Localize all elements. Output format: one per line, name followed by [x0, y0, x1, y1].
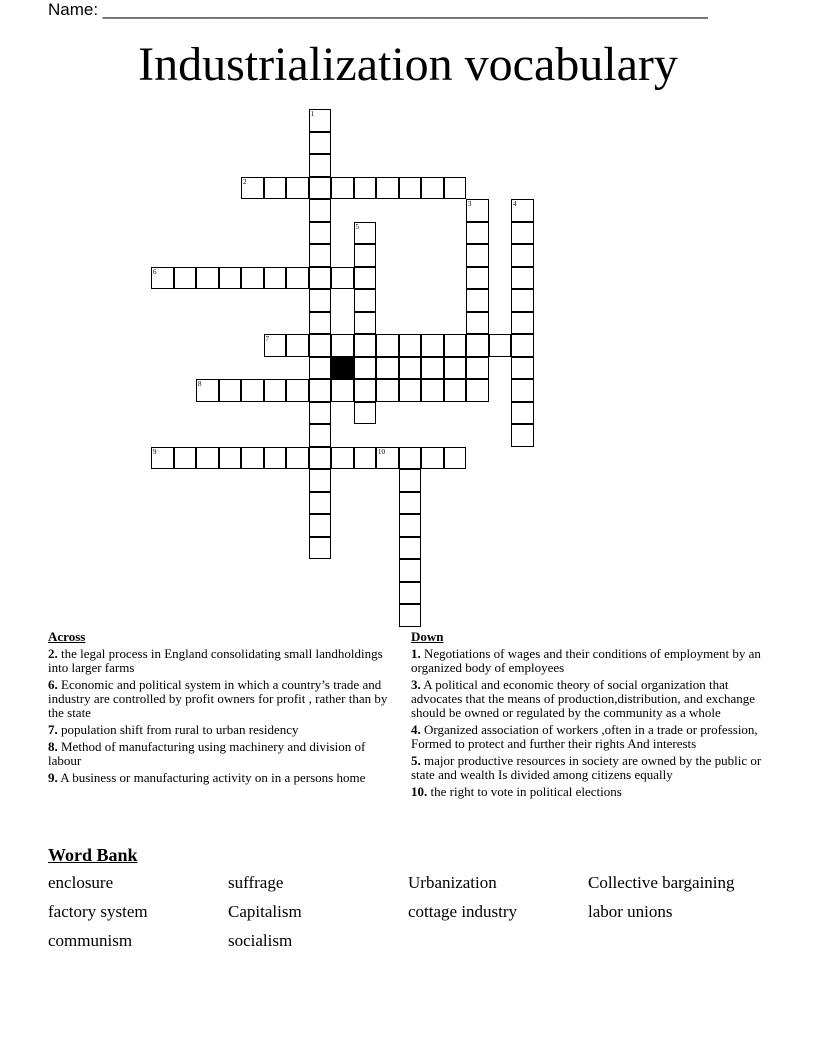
- grid-cell[interactable]: [174, 447, 197, 470]
- grid-cell[interactable]: [309, 402, 332, 425]
- grid-cell[interactable]: [354, 312, 377, 335]
- grid-cell[interactable]: [196, 379, 219, 402]
- grid-cell[interactable]: [331, 334, 354, 357]
- clue-number: 7: [265, 335, 269, 343]
- clue-number: 2: [243, 177, 247, 186]
- grid-cell[interactable]: [309, 132, 332, 155]
- grid-cell[interactable]: [331, 379, 354, 402]
- grid-cell[interactable]: [331, 177, 354, 200]
- grid-cell[interactable]: [376, 177, 399, 200]
- grid-cell[interactable]: [466, 199, 489, 222]
- page-title: Industrialization vocabulary: [138, 38, 678, 91]
- grid-cell[interactable]: [309, 469, 332, 492]
- grid-cell[interactable]: [466, 289, 489, 312]
- grid-cell[interactable]: [399, 559, 422, 582]
- grid-cell[interactable]: [309, 357, 332, 380]
- grid-cell[interactable]: [219, 267, 242, 290]
- grid-cell[interactable]: [151, 447, 174, 470]
- grid-cell[interactable]: [399, 604, 422, 627]
- grid-cell[interactable]: [151, 267, 174, 290]
- word-bank-heading: Word Bank: [48, 845, 138, 865]
- grid-cell[interactable]: [444, 334, 467, 357]
- across-clues: [48, 630, 398, 788]
- grid-cell[interactable]: [376, 357, 399, 380]
- word-bank-item: labor unions: [588, 902, 673, 921]
- grid-cell[interactable]: [286, 177, 309, 200]
- grid-cell[interactable]: [309, 447, 332, 470]
- word-bank-item: Urbanization: [408, 873, 497, 892]
- clue-across-8: 8. Method of manufacturing using machinery and division of labour: [48, 739, 366, 768]
- grid-cell[interactable]: [489, 334, 512, 357]
- clue-number: 6: [153, 267, 157, 276]
- grid-cell[interactable]: [354, 402, 377, 425]
- grid-cell[interactable]: [241, 379, 264, 402]
- clue-number: 5: [355, 222, 359, 231]
- grid-cell[interactable]: [264, 267, 287, 290]
- grid-cell[interactable]: [399, 537, 422, 560]
- grid-cell[interactable]: [309, 312, 332, 335]
- grid-cell[interactable]: [466, 357, 489, 380]
- grid-cell[interactable]: [511, 334, 534, 357]
- clue-number: 4: [513, 200, 517, 208]
- grid-cell[interactable]: [466, 222, 489, 245]
- blocked-cell: [331, 357, 354, 380]
- clue-down-3: 3. A political and economic theory of social organization that advocates that the means of production,distribution, and exchange should be owned or regulated by the community as a whole: [411, 677, 756, 720]
- clue-number: 10: [378, 447, 385, 456]
- down-heading: Down: [411, 629, 444, 644]
- grid-cell[interactable]: [511, 379, 534, 402]
- grid-cell[interactable]: [421, 357, 444, 380]
- grid-cell[interactable]: [309, 199, 332, 222]
- grid-cell[interactable]: [241, 447, 264, 470]
- grid-cell[interactable]: [376, 447, 399, 470]
- grid-cell[interactable]: [421, 334, 444, 357]
- down-clues: [411, 630, 766, 802]
- grid-cell[interactable]: [511, 402, 534, 425]
- grid-cell[interactable]: [286, 447, 309, 470]
- grid-cell[interactable]: [444, 447, 467, 470]
- grid-cell[interactable]: [309, 492, 332, 515]
- grid-cell[interactable]: [354, 289, 377, 312]
- grid-cell[interactable]: [511, 267, 534, 290]
- grid-cell[interactable]: [511, 357, 534, 380]
- grid-cell[interactable]: [444, 357, 467, 380]
- grid-cell[interactable]: [399, 582, 422, 605]
- grid-cell[interactable]: [399, 469, 422, 492]
- grid-cell[interactable]: [309, 537, 332, 560]
- word-bank-item: enclosure: [48, 873, 114, 892]
- grid-cell[interactable]: [241, 267, 264, 290]
- grid-cell[interactable]: [444, 177, 467, 200]
- grid-cell[interactable]: [511, 199, 534, 222]
- grid-cell[interactable]: [331, 267, 354, 290]
- grid-cell[interactable]: [309, 267, 332, 290]
- word-bank-item: cottage industry: [408, 902, 518, 921]
- grid-cell[interactable]: [354, 334, 377, 357]
- grid-cell[interactable]: [399, 447, 422, 470]
- clue-number: 1: [310, 110, 314, 118]
- grid-cell[interactable]: [309, 379, 332, 402]
- clue-across-9: 9. A business or manufacturing activity on in a persons home: [48, 770, 366, 785]
- grid-cell[interactable]: [309, 424, 332, 447]
- grid-cell[interactable]: [309, 222, 332, 245]
- word-bank-item: Capitalism: [228, 902, 302, 921]
- word-bank: [48, 873, 788, 951]
- grid-cell[interactable]: [196, 447, 219, 470]
- grid-cell[interactable]: [331, 447, 354, 470]
- grid-cell[interactable]: [511, 289, 534, 312]
- grid-cell[interactable]: [264, 379, 287, 402]
- grid-cell[interactable]: [399, 177, 422, 200]
- grid-cell[interactable]: [309, 154, 332, 177]
- grid-cell[interactable]: [309, 514, 332, 537]
- grid-cell[interactable]: [421, 447, 444, 470]
- grid-cell[interactable]: [399, 492, 422, 515]
- grid-cell[interactable]: [354, 447, 377, 470]
- grid-cell[interactable]: [354, 244, 377, 267]
- grid-cell[interactable]: [421, 379, 444, 402]
- word-bank-item: Collective bargaining: [588, 873, 735, 892]
- grid-cell[interactable]: [264, 334, 287, 357]
- grid-cell[interactable]: [466, 334, 489, 357]
- clue-number: 9: [153, 447, 157, 456]
- clue-across-2: 2. the legal process in England consolidating small landholdings into larger farms: [48, 646, 383, 675]
- word-bank-item: socialism: [228, 931, 293, 950]
- grid-cell[interactable]: [376, 379, 399, 402]
- clue-number: 8: [198, 380, 202, 388]
- grid-cell[interactable]: [241, 177, 264, 200]
- name-field[interactable]: Name: ________________________________________________________________: [48, 0, 708, 19]
- grid-cell[interactable]: [466, 379, 489, 402]
- grid-cell[interactable]: [219, 379, 242, 402]
- across-heading: Across: [48, 629, 86, 644]
- grid-cell[interactable]: [399, 334, 422, 357]
- grid-cell[interactable]: [196, 267, 219, 290]
- grid-cell[interactable]: [511, 222, 534, 245]
- grid-cell[interactable]: [466, 267, 489, 290]
- grid-cell[interactable]: [376, 334, 399, 357]
- grid-cell[interactable]: [466, 312, 489, 335]
- grid-cell[interactable]: [309, 334, 332, 357]
- clue-down-5: 5. major productive resources in society are owned by the public or state and wealth Is divided among citizens equally: [411, 753, 762, 782]
- grid-cell[interactable]: [354, 222, 377, 245]
- grid-cell[interactable]: [354, 177, 377, 200]
- clue-number: 3: [468, 200, 472, 208]
- clue-down-4: 4. Organized association of workers ,often in a trade or profession, Formed to protect and further their rights And interests: [411, 722, 758, 751]
- grid-cell[interactable]: [264, 177, 287, 200]
- clue-down-1: 1. Negotiations of wages and their conditions of employment by an organized body of employees: [411, 646, 761, 675]
- word-bank-item: factory system: [48, 902, 148, 921]
- clue-down-10: 10. the right to vote in political elections: [411, 784, 622, 799]
- grid-cell[interactable]: [444, 379, 467, 402]
- grid-cell[interactable]: [511, 244, 534, 267]
- grid-cell[interactable]: [309, 109, 332, 132]
- grid-cell[interactable]: [286, 267, 309, 290]
- grid-cell[interactable]: [399, 379, 422, 402]
- clue-across-6: 6. Economic and political system in which a country’s trade and industry are controlled by profit owners for profit , rather than by the state: [48, 677, 388, 720]
- grid-cell[interactable]: [174, 267, 197, 290]
- grid-cell[interactable]: [399, 514, 422, 537]
- grid-cell[interactable]: [466, 244, 489, 267]
- grid-cell[interactable]: [286, 334, 309, 357]
- grid-cell[interactable]: [264, 447, 287, 470]
- grid-cell[interactable]: [421, 177, 444, 200]
- grid-cell[interactable]: [286, 379, 309, 402]
- grid-cell[interactable]: [309, 177, 332, 200]
- grid-cell[interactable]: [309, 244, 332, 267]
- grid-cell[interactable]: [219, 447, 242, 470]
- grid-cell[interactable]: [309, 289, 332, 312]
- grid-cell[interactable]: [511, 312, 534, 335]
- grid-cell[interactable]: [354, 357, 377, 380]
- word-bank-item: suffrage: [228, 873, 284, 892]
- grid-cell[interactable]: [354, 379, 377, 402]
- word-bank-item: communism: [48, 931, 133, 950]
- grid-cell[interactable]: [354, 267, 377, 290]
- clue-across-7: 7. population shift from rural to urban residency: [48, 722, 299, 737]
- grid-cell[interactable]: [399, 357, 422, 380]
- grid-cell[interactable]: [511, 424, 534, 447]
